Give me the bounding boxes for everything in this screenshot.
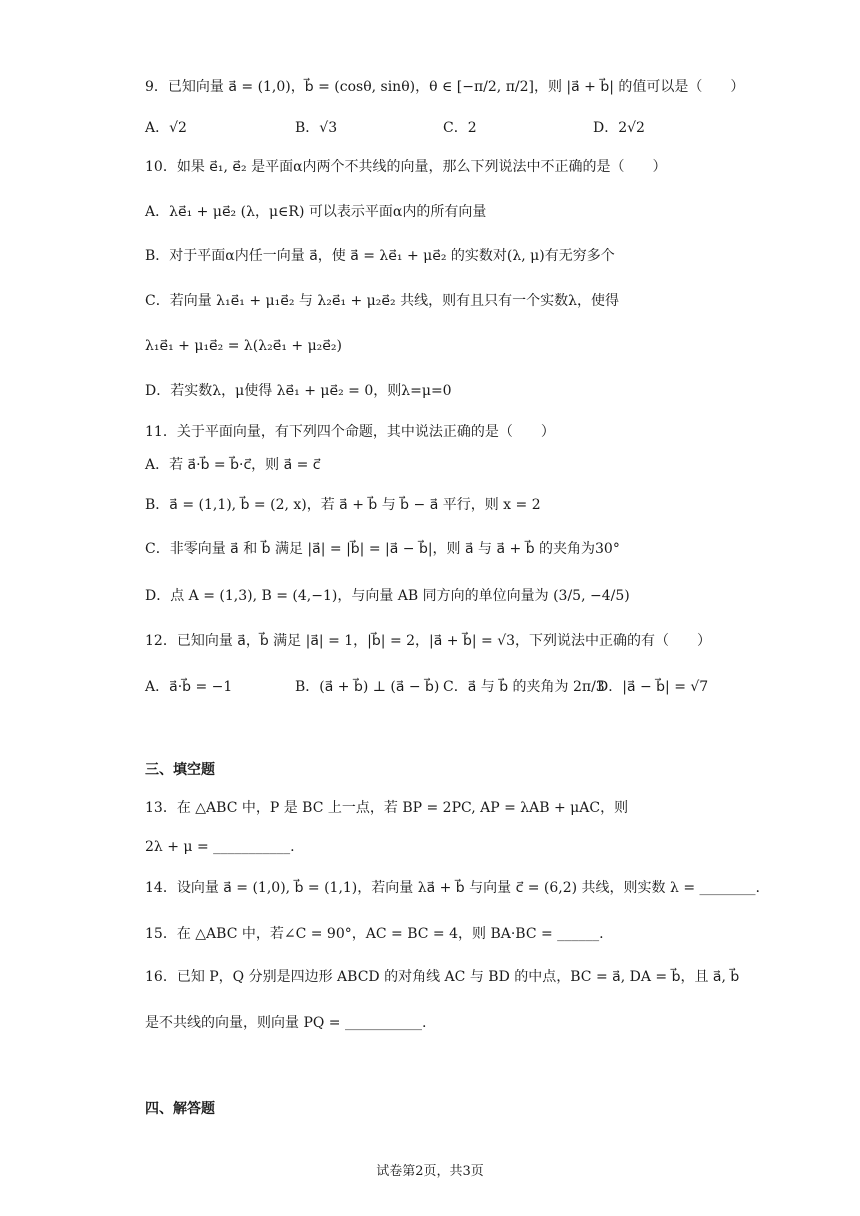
q12-option-a: A．a⃗·b⃗ = −1 — [145, 679, 233, 695]
q10-stem: 10．如果 e⃗₁, e⃗₂ 是平面α内两个不共线的向量，那么下列说法中不正确的是（ ） — [145, 159, 667, 175]
q11-option-a: A．若 a⃗·b⃗ = b⃗·c⃗，则 a⃗ = c⃗ — [145, 457, 321, 473]
q16-line2: 是不共线的向量，则向量 PQ = ___________. — [145, 1015, 427, 1031]
q10-option-c-line1: C．若向量 λ₁e⃗₁ + μ₁e⃗₂ 与 λ₂e⃗₁ + μ₂e⃗₂ 共线，则有且只有一个实数λ，使得 — [145, 293, 619, 309]
q15: 15．在 △ABC 中，若∠C = 90°，AC = BC = 4，则 BA·BC = ______. — [145, 926, 604, 942]
q14: 14．设向量 a⃗ = (1,0), b⃗ = (1,1)，若向量 λa⃗ + b⃗ 与向量 c⃗ = (6,2) 共线，则实数 λ = ________. — [145, 880, 760, 896]
q10-option-b: B．对于平面α内任一向量 a⃗，使 a⃗ = λe⃗₁ + μe⃗₂ 的实数对(λ, μ)有无穷多个 — [145, 248, 615, 264]
q12-option-c: C．a⃗ 与 b⃗ 的夹角为 2π/3 — [443, 679, 605, 695]
q16-line1: 16．已知 P，Q 分别是四边形 ABCD 的对角线 AC 与 BD 的中点，BC = a⃗, DA = b⃗，且 a⃗, b⃗ — [145, 969, 740, 985]
q9-option-c: C．2 — [443, 120, 477, 136]
section-fill-in-title: 三、填空题 — [145, 762, 215, 778]
q12-stem: 12．已知向量 a⃗，b⃗ 满足 |a⃗| = 1，|b⃗| = 2，|a⃗ + b⃗| = √3，下列说法中正确的有（ ） — [145, 633, 712, 649]
q12-option-b: B．(a⃗ + b⃗) ⊥ (a⃗ − b⃗) — [295, 679, 440, 695]
q11-option-c: C．非零向量 a⃗ 和 b⃗ 满足 |a⃗| = |b⃗| = |a⃗ − b⃗|，则 a⃗ 与 a⃗ + b⃗ 的夹角为30° — [145, 541, 620, 557]
q11-option-b: B．a⃗ = (1,1), b⃗ = (2, x)，若 a⃗ + b⃗ 与 b⃗ − a⃗ 平行，则 x = 2 — [145, 497, 541, 513]
q11-option-d: D．点 A = (1,3), B = (4,−1)，与向量 AB 同方向的单位向量为 (3/5, −4/5) — [145, 588, 630, 604]
q13-line2: 2λ + μ = ___________. — [145, 839, 295, 855]
q9-option-a: A．√2 — [145, 120, 187, 136]
q13-line1: 13．在 △ABC 中，P 是 BC 上一点，若 BP = 2PC, AP = λAB + μAC，则 — [145, 800, 629, 816]
q9-option-d: D．2√2 — [593, 120, 645, 136]
q9-stem: 9．已知向量 a⃗ = (1,0)，b⃗ = (cosθ, sinθ)，θ ∈ [−π/2, π/2]，则 |a⃗ + b⃗| 的值可以是（ ） — [145, 79, 745, 95]
q10-option-c-line2: λ₁e⃗₁ + μ₁e⃗₂ = λ(λ₂e⃗₁ + μ₂e⃗₂) — [145, 338, 342, 354]
q12-option-d: D．|a⃗ − b⃗| = √7 — [597, 679, 709, 695]
page-footer: 试卷第2页，共3页 — [376, 1164, 484, 1179]
q10-option-a: A．λe⃗₁ + μe⃗₂ (λ，μ∈R) 可以表示平面α内的所有向量 — [145, 204, 487, 220]
q11-stem: 11．关于平面向量，有下列四个命题，其中说法正确的是（ ） — [145, 424, 555, 440]
section-answer-title: 四、解答题 — [145, 1101, 215, 1117]
q10-option-d: D．若实数λ，μ使得 λe⃗₁ + μe⃗₂ = 0，则λ=μ=0 — [145, 383, 452, 399]
q9-option-b: B．√3 — [295, 120, 338, 136]
